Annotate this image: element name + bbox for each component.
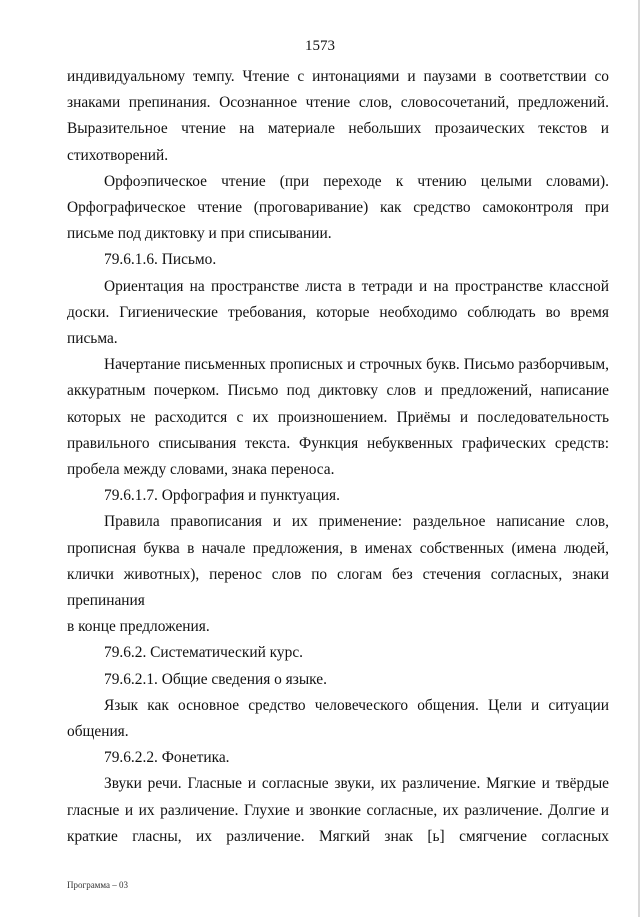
section-heading-orthography: 79.6.1.7. Орфография и пунктуация.: [104, 487, 340, 505]
paragraph-language-communication: Язык как основное средство человеческого общения. Цели и ситуации общения.: [67, 696, 609, 741]
section-heading-phonetics: 79.6.2.2. Фонетика.: [104, 749, 230, 767]
document-body: [67, 64, 609, 850]
paragraph-orientation: Ориентация на пространстве листа в тетради и на пространстве классной доски. Гигиенические требования, которые необходимо соблюдать во время письма.: [67, 277, 609, 348]
section-heading-language-info: 79.6.2.1. Общие сведения о языке.: [104, 670, 327, 688]
paragraph-orthoepic-reading: Орфоэпическое чтение (при переходе к чтению целыми словами). Орфографическое чтение (проговаривание) как средство самоконтроля при письме под диктовку и при списывании.: [67, 172, 609, 243]
paragraph-spelling-rules: Правила правописания и их применение: раздельное написание слов, прописная буква в начале предложения, в именах собственных (имена людей, клички животных), перенос слов по слогам без стечения согласных, знаки препинания: [67, 513, 609, 610]
paragraph-sentence-end: в конце предложения.: [67, 618, 210, 636]
paragraph-reading-continued: индивидуальному темпу. Чтение с интонациями и паузами в соответствии со знаками препинания. Осознанное чтение слов, словосочетаний, предложений. Выразительное чтение на материале небольших прозаических текстов и стихотворений.: [67, 68, 609, 164]
section-heading-writing: 79.6.1.6. Письмо.: [104, 251, 217, 269]
paragraph-speech-sounds: Звуки речи. Гласные и согласные звуки, их различение. Мягкие и твёрдые гласные и их различение. Глухие и звонкие согласные, их различение. Долгие и краткие гласны, их различение. Мягкий знак [ь] смягчение согласных: [67, 775, 609, 845]
section-heading-systematic-course: 79.6.2. Систематический курс.: [104, 644, 304, 662]
footer-program-label: Программа – 03: [67, 880, 129, 890]
paragraph-letter-writing: Начертание письменных прописных и строчных букв. Письмо разборчивым, аккуратным почерком. Письмо под диктовку слов и предложений, написание которых не расходится с их произношением. Приёмы и последовательность правильного списывания текста. Функция небуквенных графических средств: пробела между словами, знака переноса.: [67, 356, 609, 479]
page-number: 1573: [305, 38, 335, 54]
